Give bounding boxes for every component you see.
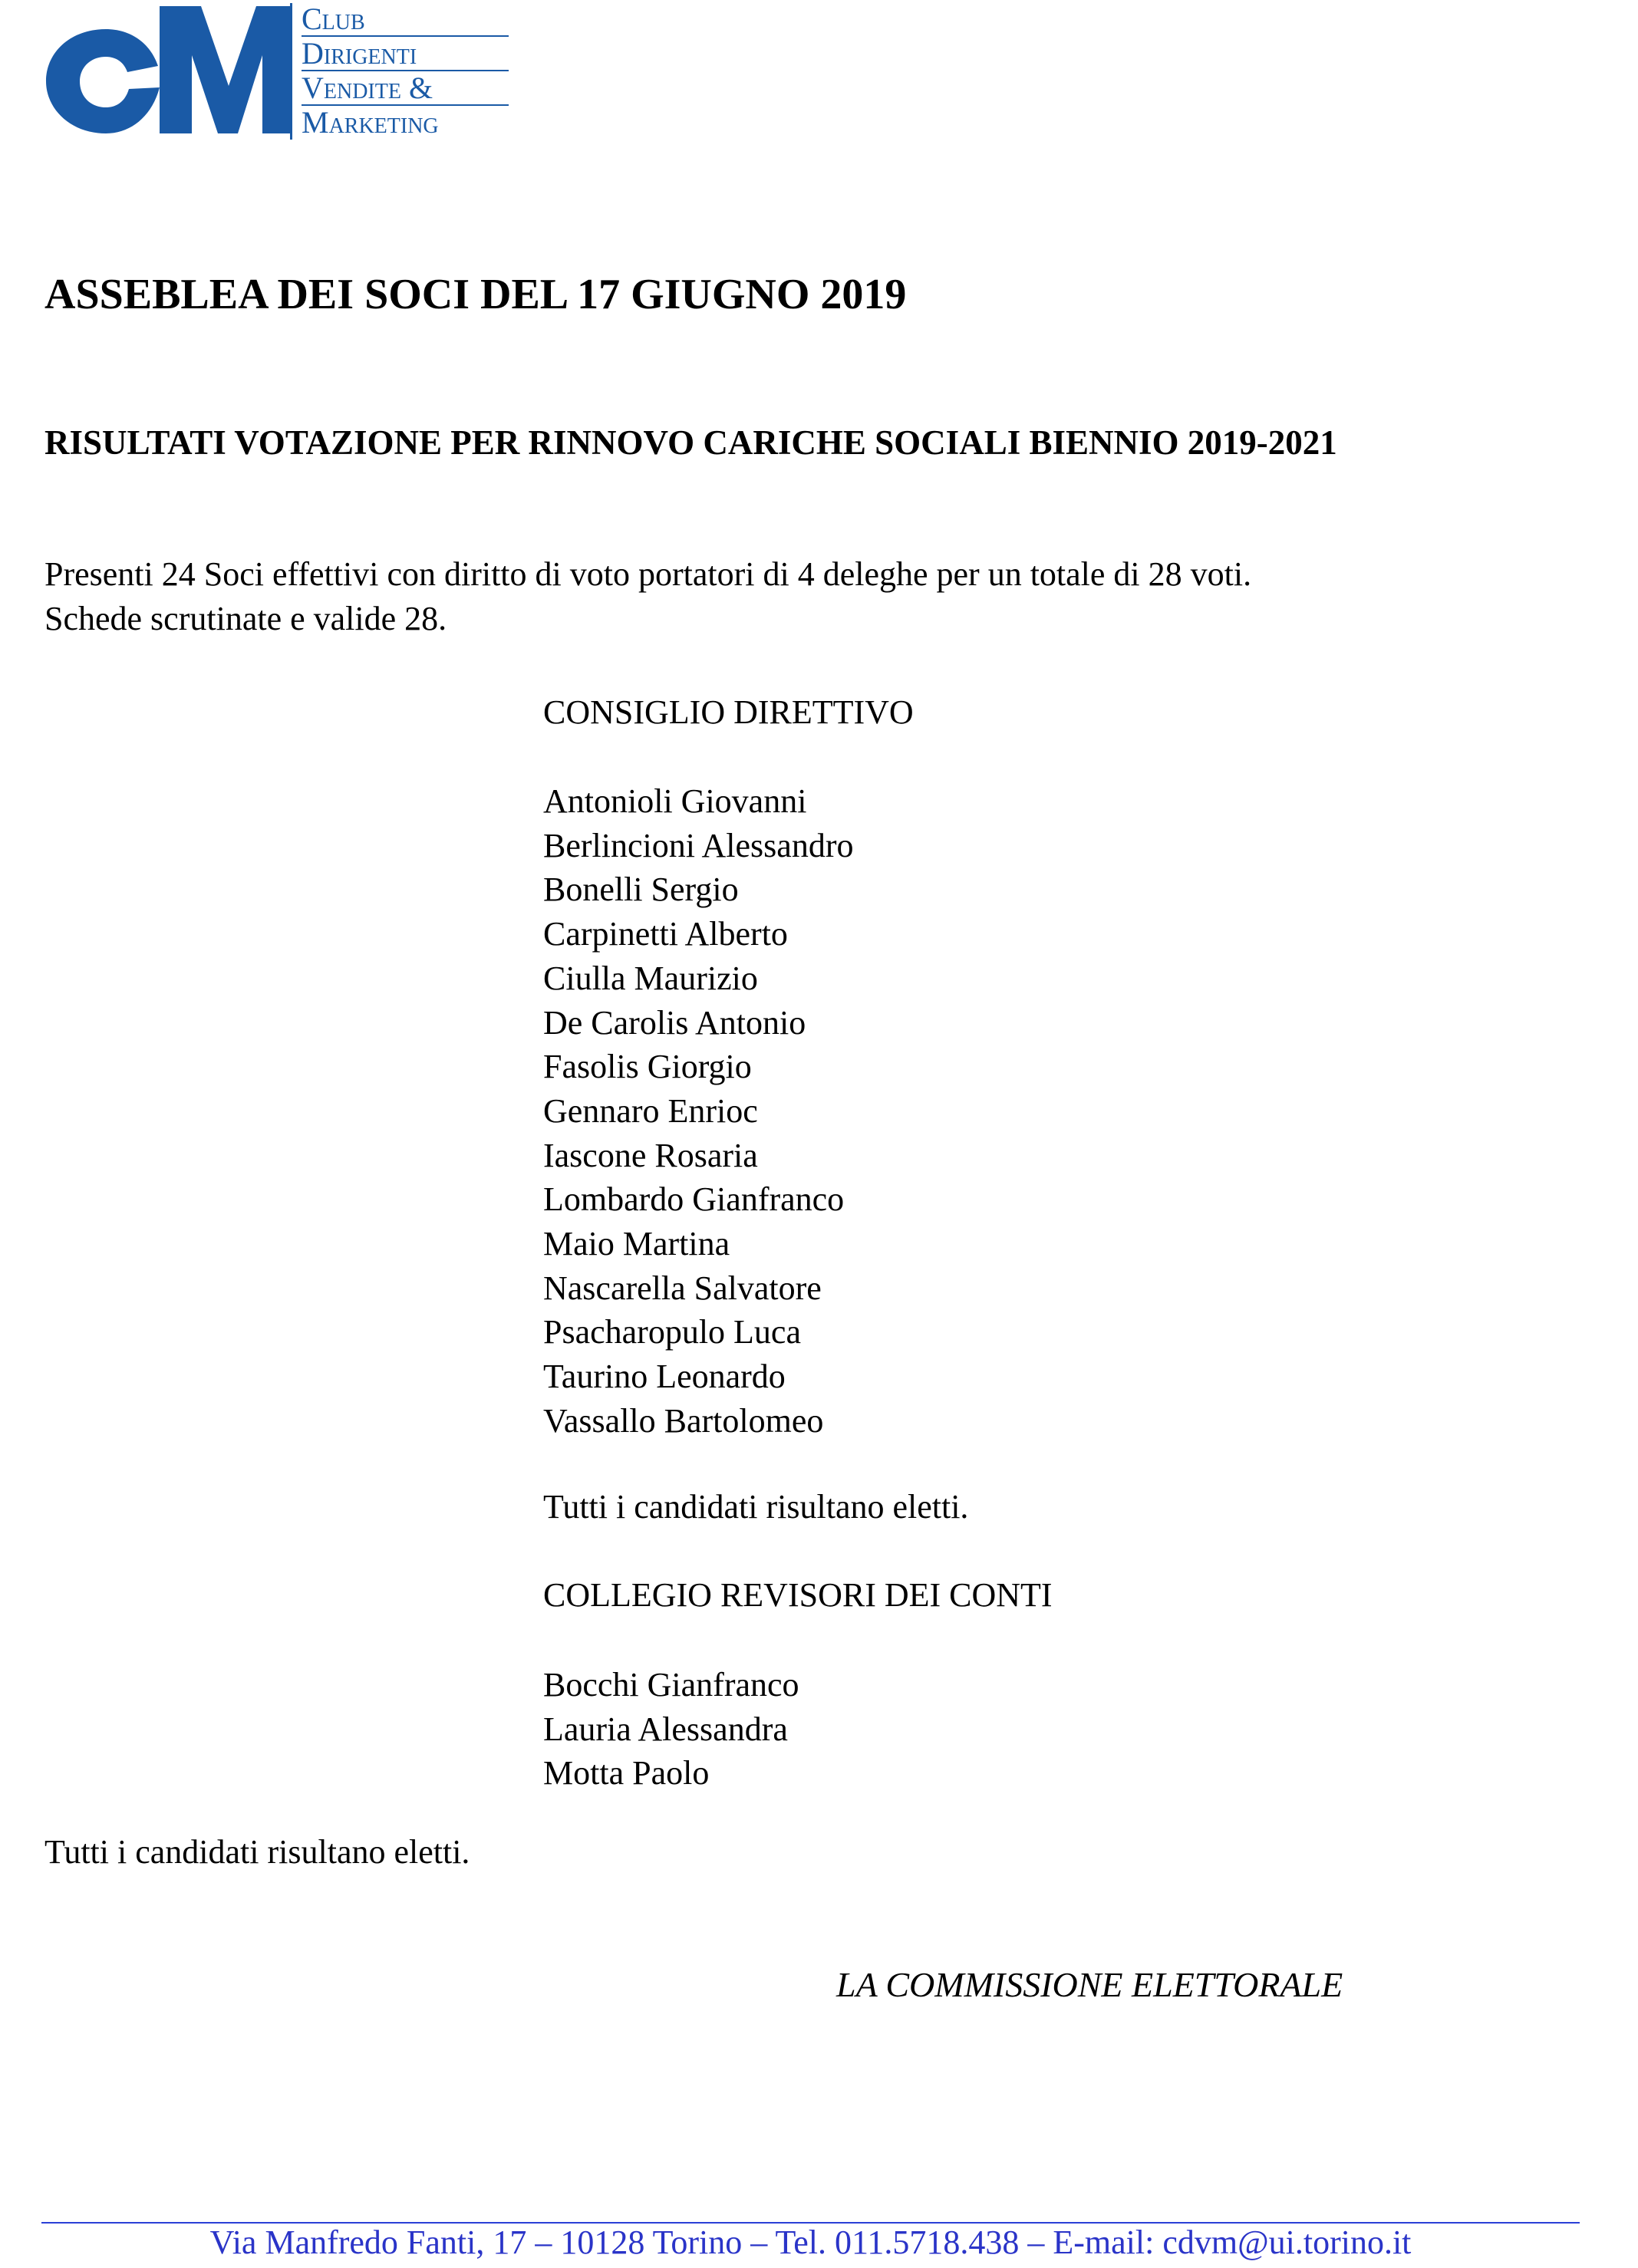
logo-line-4: Marketing (302, 105, 439, 140)
logo-line-3: Vendite & (302, 72, 509, 106)
list-item: Ciulla Maurizio (543, 959, 758, 997)
signature-commission: LA COMMISSIONE ELETTORALE (836, 1965, 1343, 2004)
logo-line-1: Club (302, 3, 509, 37)
list-item: Bocchi Gianfranco (543, 1666, 799, 1703)
revisori-result: Tutti i candidati risultano eletti. (44, 1833, 470, 1871)
section-title-revisori: COLLEGIO REVISORI DEI CONTI (543, 1576, 1053, 1614)
logo-line-2: Dirigenti (302, 38, 509, 71)
document-subtitle: RISULTATI VOTAZIONE PER RINNOVO CARICHE SOCIALI BIENNIO 2019-2021 (44, 423, 1337, 462)
intro-line-2: Schede scrutinate e valide 28. (44, 600, 447, 637)
list-item: Maio Martina (543, 1225, 730, 1263)
club-logo (44, 2, 459, 140)
list-item: Carpinetti Alberto (543, 915, 788, 953)
list-item: Lauria Alessandra (543, 1710, 788, 1748)
list-item: Gennaro Enrioc (543, 1091, 758, 1130)
list-item: Berlincioni Alessandro (543, 826, 854, 864)
list-item: Bonelli Sergio (543, 871, 739, 909)
footer-address: Via Manfredo Fanti, 17 – 10128 Torino – Tel. 011.5718.438 – E-mail: cdvm@ui.torino.it (209, 2224, 1412, 2261)
list-item: Psacharopulo Luca (543, 1313, 801, 1351)
intro-line-1: Presenti 24 Soci effettivi con diritto di voto portatori di 4 deleghe per un totale di 28 voti. (44, 555, 1252, 593)
list-item: Taurino Leonardo (543, 1358, 786, 1396)
list-item: Vassallo Bartolomeo (543, 1401, 824, 1440)
logo-wordmark (290, 3, 509, 140)
list-item: Iascone Rosaria (543, 1136, 758, 1174)
list-item: Nascarella Salvatore (543, 1269, 822, 1307)
list-item: De Carolis Antonio (543, 1003, 806, 1042)
cdm-logo-mark (44, 2, 292, 140)
consiglio-members-list (543, 779, 854, 1443)
section-title-consiglio: CONSIGLIO DIRETTIVO (543, 693, 914, 731)
revisori-members-list (543, 1663, 799, 1796)
consiglio-result: Tutti i candidati risultano eletti. (543, 1488, 969, 1526)
list-item: Fasolis Giorgio (543, 1048, 752, 1086)
intro-paragraph (44, 552, 1251, 641)
list-item: Lombardo Gianfranco (543, 1180, 845, 1219)
list-item: Motta Paolo (543, 1754, 710, 1792)
list-item: Antonioli Giovanni (543, 782, 807, 820)
document-title: ASSEBLEA DEI SOCI DEL 17 GIUGNO 2019 (44, 271, 907, 318)
